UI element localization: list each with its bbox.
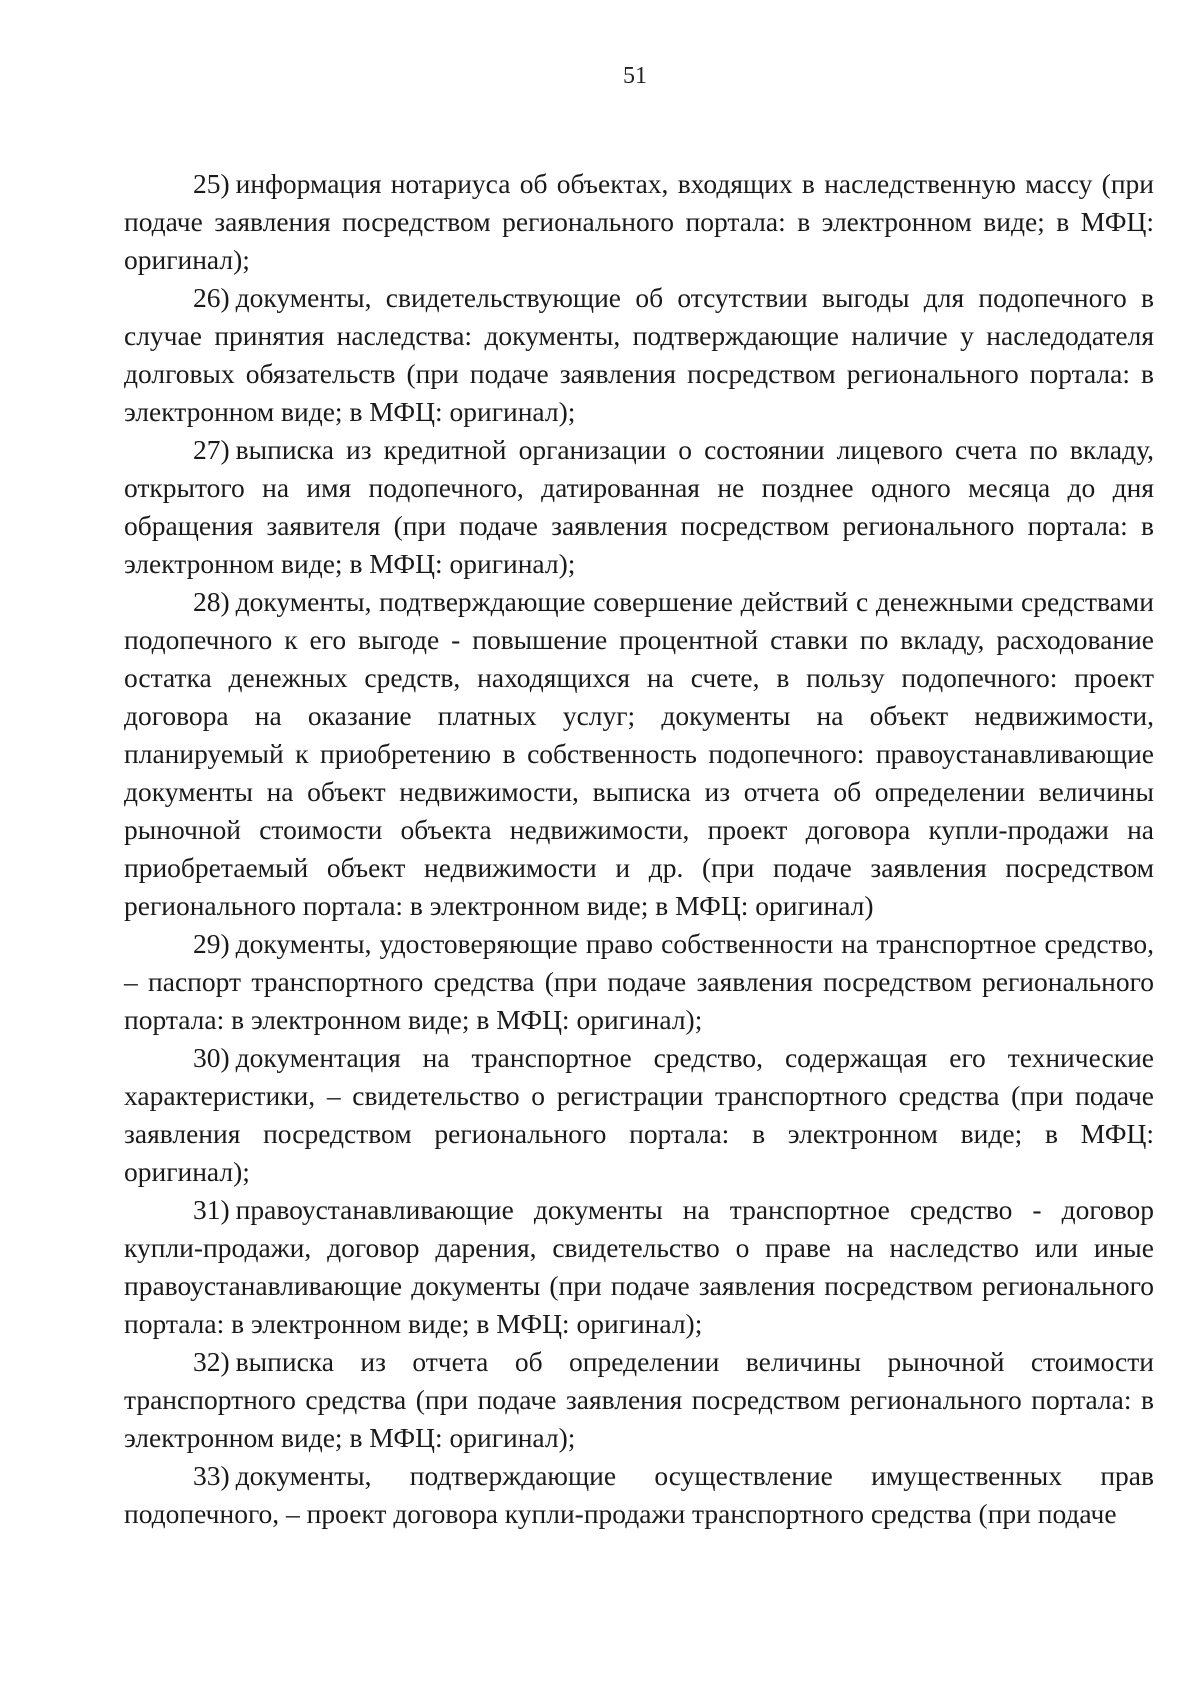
list-item [124, 1191, 1154, 1343]
item-number: 28) [193, 586, 230, 617]
list-item [124, 165, 1154, 279]
list-item [124, 279, 1154, 431]
item-text: выписка из отчета об определении величины рыночной стоимости транспортного средства (при подаче заявления посредством регионального портала: в электронном виде; в МФЦ: оригинал); [124, 1346, 1154, 1453]
item-number: 33) [193, 1460, 230, 1491]
item-text: документация на транспортное средство, содержащая его технические характеристики, – свидетельство о регистрации транспортного средства (при подаче заявления посредством регионального портала: в электронном виде; в МФЦ: оригинал); [124, 1042, 1154, 1187]
list-item [124, 1039, 1154, 1191]
item-text: информация нотариуса об объектах, входящих в наследственную массу (при подаче заявления посредством регионального портала: в электронном виде; в МФЦ: оригинал); [124, 168, 1154, 275]
item-number: 31) [193, 1194, 230, 1225]
item-text: выписка из кредитной организации о состоянии лицевого счета по вкладу, открытого на имя подопечного, датированная не позднее одного месяца до дня обращения заявителя (при подаче заявления посредством регионального портала: в электронном виде; в МФЦ: оригинал); [124, 434, 1154, 579]
item-number: 27) [193, 434, 230, 465]
document-body [124, 165, 1154, 1533]
item-text: документы, подтверждающие совершение действий с денежными средствами подопечного к его выгоде - повышение процентной ставки по вкладу, расходование остатка денежных средств, находящихся на счете, в пользу подопечного: проект договора на оказание платных услуг; документы на объект недвижимости, планируемый к приобретению в собственность подопечного: правоустанавливающие документы на объект недвижимости, выписка из отчета об определении величины рыночной стоимости объекта недвижимости, проект договора купли-продажи на приобретаемый объект недвижимости и др. (при подаче заявления посредством регионального портала: в электронном виде; в МФЦ: оригинал) [124, 586, 1154, 921]
item-number: 26) [193, 282, 230, 313]
list-item [124, 1343, 1154, 1457]
list-item [124, 925, 1154, 1039]
list-item [124, 431, 1154, 583]
item-text: документы, подтверждающие осуществление имущественных прав подопечного, – проект договора купли-продажи транспортного средства (при подаче [124, 1460, 1154, 1529]
item-number: 25) [193, 168, 230, 199]
item-number: 30) [193, 1042, 230, 1073]
item-text: документы, свидетельствующие об отсутствии выгоды для подопечного в случае принятия наследства: документы, подтверждающие наличие у наследодателя долговых обязательств (при подаче заявления посредством регионального портала: в электронном виде; в МФЦ: оригинал); [124, 282, 1154, 427]
item-number: 32) [193, 1346, 230, 1377]
item-text: документы, удостоверяющие право собственности на транспортное средство, – паспорт транспортного средства (при подаче заявления посредством регионального портала: в электронном виде; в МФЦ: оригинал); [124, 928, 1154, 1035]
list-item [124, 1457, 1154, 1533]
item-number: 29) [193, 928, 230, 959]
page-number: 51 [623, 63, 647, 89]
list-item [124, 583, 1154, 925]
item-text: правоустанавливающие документы на транспортное средство - договор купли-продажи, договор дарения, свидетельство о праве на наследство или иные правоустанавливающие документы (при подаче заявления посредством регионального портала: в электронном виде; в МФЦ: оригинал); [124, 1194, 1154, 1339]
